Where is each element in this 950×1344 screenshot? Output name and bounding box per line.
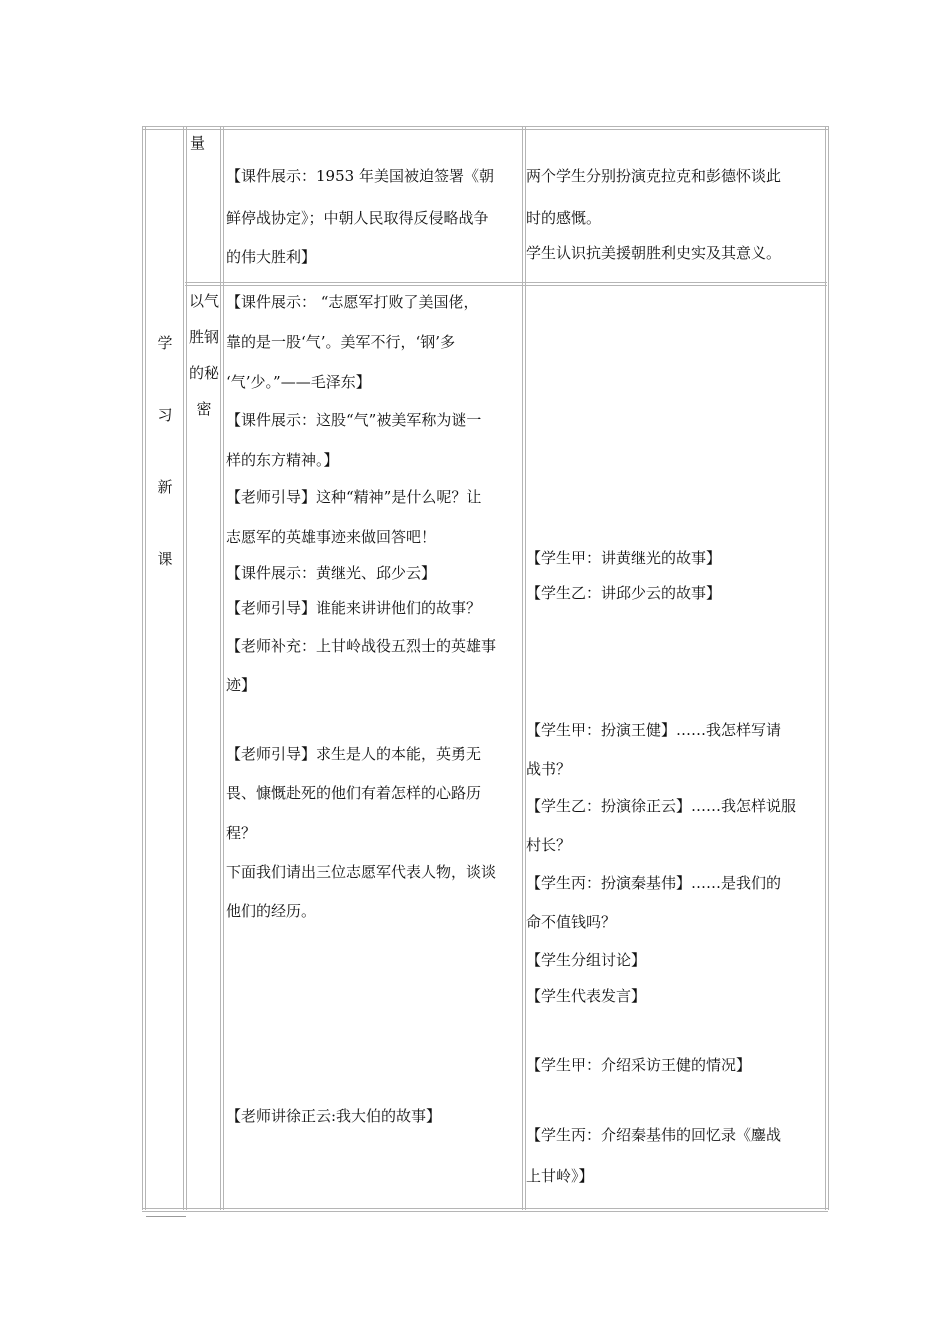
- text-line: 【学生乙：扮演徐正云】……我怎样说服: [526, 797, 797, 815]
- table-border-bottom: [142, 1208, 828, 1212]
- text-line: ‘气’少。”——毛泽东】: [226, 373, 371, 391]
- topic-line: 密: [196, 400, 212, 418]
- text-line: 【学生甲：扮演王健】……我怎样写请: [526, 721, 782, 739]
- text-line: 志愿军的英雄事迹来做回答吧！: [226, 528, 437, 546]
- text-line: 他们的经历。: [226, 902, 317, 920]
- text-line: 【老师引导】这种“精神”是什么呢？让: [226, 488, 482, 506]
- text-line: 【学生甲：介绍采访王健的情况】: [526, 1056, 752, 1074]
- text-line: 【学生丙：扮演秦基伟】……是我们的: [526, 874, 782, 892]
- section-label: [150, 332, 180, 620]
- topic-line: 胜钢: [188, 328, 219, 346]
- section-char: 新: [157, 478, 173, 496]
- table-bottom-stub: [146, 1216, 186, 1217]
- text-line: 两个学生分别扮演克拉克和彭德怀谈此: [526, 167, 782, 185]
- text-line: 战书？: [526, 760, 572, 778]
- text-line: 命不值钱吗？: [526, 913, 617, 931]
- table-border-top: [142, 126, 828, 130]
- text-line: 下面我们请出三位志愿军代表人物，谈谈: [226, 863, 497, 881]
- text-line: 迹】: [226, 676, 257, 694]
- text-line: 【学生乙：讲邱少云的故事】: [526, 584, 722, 602]
- text-line: 【学生丙：介绍秦基伟的回忆录《鏖战: [526, 1126, 782, 1144]
- text-line: 【老师引导】谁能来讲讲他们的故事？: [226, 599, 482, 617]
- text-line: 【学生代表发言】: [526, 987, 647, 1005]
- row1-topic: 量: [190, 134, 206, 152]
- text-line: 【课件展示：黄继光、邱少云】: [226, 564, 437, 582]
- topic-line: 的秘: [188, 364, 219, 382]
- text-line: 上甘岭》】: [526, 1167, 594, 1185]
- text-line: 【老师讲徐正云:我大伯的故事】: [226, 1107, 442, 1125]
- text-line: 【课件展示： “志愿军打败了美国佬，: [226, 293, 479, 311]
- text-line: 学生认识抗美援朝胜利史实及其意义。: [526, 244, 782, 262]
- section-char: 课: [157, 550, 173, 568]
- topic-line: 以气: [188, 292, 219, 310]
- text-line: 鲜停战协定》；中朝人民取得反侵略战争: [226, 209, 489, 227]
- row2-topic: [186, 283, 222, 427]
- text-line: 样的东方精神。】: [226, 451, 339, 469]
- text-line: 村长？: [526, 836, 572, 854]
- text-line: 时的感慨。: [526, 209, 602, 227]
- text-line: 的伟大胜利】: [226, 248, 317, 266]
- section-char: 学: [157, 334, 173, 352]
- section-char: 习: [157, 406, 173, 424]
- text-line: 靠的是一股‘气’。美军不行，‘钢’多: [226, 333, 456, 351]
- text-line: 【老师补充：上甘岭战役五烈士的英雄事: [226, 637, 497, 655]
- text-line: 【课件展示：这股“气”被美军称为谜一: [226, 411, 482, 429]
- table-border-left: [142, 126, 146, 1210]
- text-line: 【学生分组讨论】: [526, 951, 647, 969]
- text-line: 程？: [226, 824, 257, 842]
- text-line: 【课件展示：1953 年美国被迫签署《朝: [226, 167, 494, 185]
- text-line: 畏、慷慨赴死的他们有着怎样的心路历: [226, 784, 482, 802]
- text-line: 【学生甲：讲黄继光的故事】: [526, 549, 722, 567]
- text-line: 【老师引导】求生是人的本能，英勇无: [226, 745, 482, 763]
- table-border-right: [825, 126, 829, 1210]
